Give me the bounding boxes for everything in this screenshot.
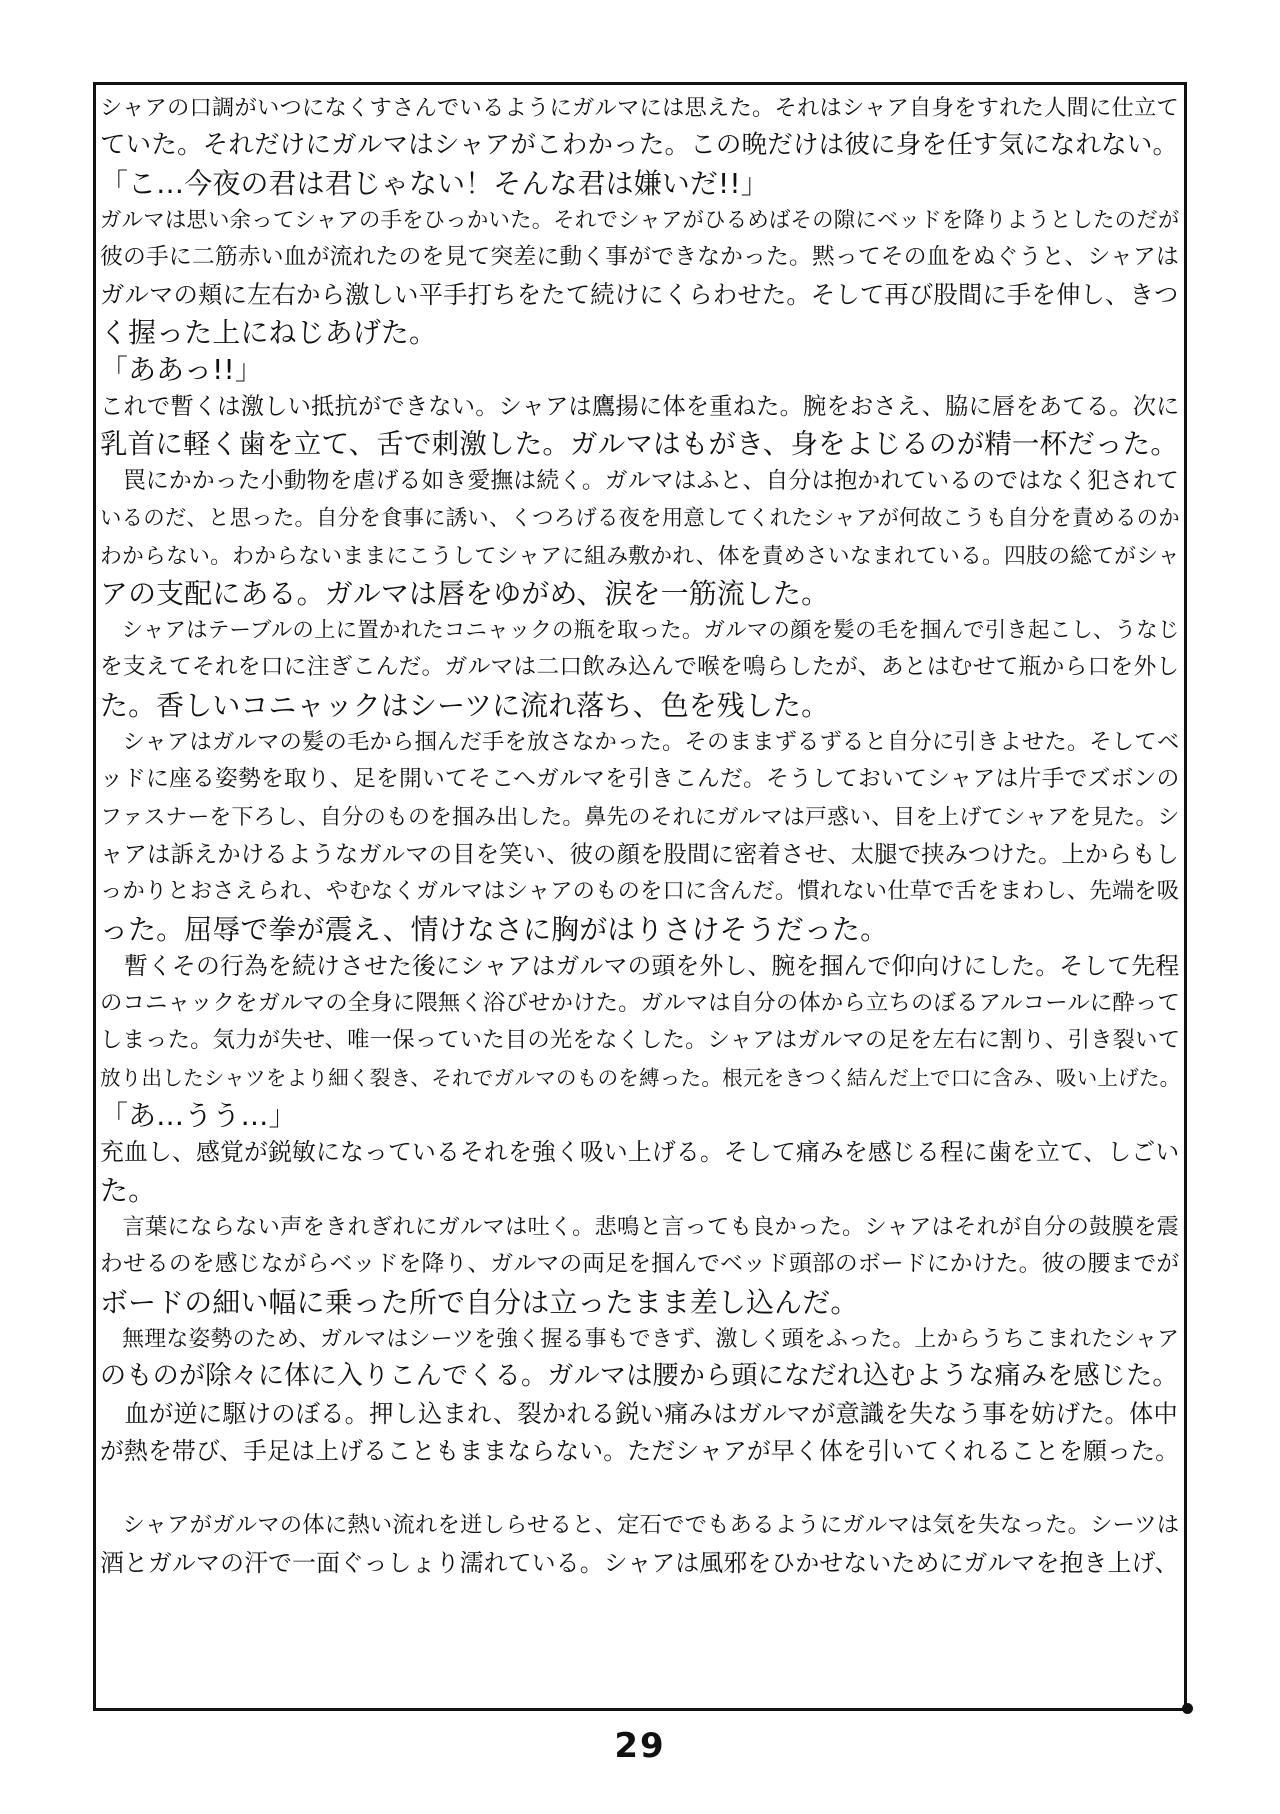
text-line: を支えてそれを口に注ぎこんだ。ガルマは二口飲み込んで喉を鳴らしたが、あとはむせて瓶から口を外し: [100, 654, 1180, 681]
text-line: 酒とガルマの汗で一面ぐっしょり濡れている。シャアは風邪をひかせないためにガルマを抱き上げ、: [100, 1548, 1179, 1577]
text-line: シャアの口調がいつになくすさんでいるようにガルマには思えた。それはシャア自身をすれた人間に仕立て: [100, 95, 1179, 121]
text-line: 「こ…今夜の君は君じゃない！そんな君は嫌いだ!!」: [100, 166, 769, 200]
text-line: 充血し、感覚が鋭敏になっているそれを強く吸い上げる。そして痛みを感じる程に歯を立て、しごい: [100, 1138, 1180, 1167]
text-line: 血が逆に駆けのぼる。押し込まれ、裂かれる鋭い痛みはガルマが意識を失なう事を妨げた。体中: [100, 1399, 1178, 1429]
text-line: のものが除々に体に入りこんでくる。ガルマは腰から頭になだれ込むような痛みを感じた。: [100, 1361, 1179, 1392]
text-line: った。屈辱で拳が震え、情けなさに胸がはりさけそうだった。: [100, 912, 889, 946]
text-line: アの支配にある。ガルマは唇をゆがめ、涙を一筋流した。: [100, 576, 830, 610]
text-line: ッドに座る姿勢を取り、足を開いてそこへガルマを引きこんだ。そうしておいてシャアは片手でズボンの: [100, 766, 1180, 793]
text-line: ファスナーを下ろし、自分のものを掴み出した。鼻先のそれにガルマは戸惑い、目を上げてシャアを見た。シ: [100, 804, 1180, 830]
text-line: ガルマの頬に左右から激しい平手打ちをたて続けにくらわせた。そして再び股間に手を伸し、きつ: [100, 280, 1179, 310]
text-line: しまった。気力が失せ、唯一保っていた目の光をなくした。シャアはガルマの足を左右に割り、引き裂いて: [100, 1027, 1181, 1054]
text-frame-bottom-rule: [93, 1708, 1187, 1711]
text-line: ボードの細い幅に乗った所で自分は立ったまま差し込んだ。: [100, 1285, 859, 1319]
text-line: 「あ…うう…」: [100, 1099, 297, 1133]
text-line: ていた。それだけにガルマはシャアがこわかった。この晩だけは彼に身を任す気になれない。: [100, 130, 1179, 161]
text-line: ャアは訴えかけるようなガルマの目を笑い、彼の顔を股間に密着させ、太腿で挟みつけた。上からもし: [100, 840, 1179, 868]
text-line: シャアがガルマの体に熱い流れを迸しらせると、定石ででもあるようにガルマは気を失なった。シーツは: [100, 1512, 1180, 1539]
text-line: が熱を帯び、手足は上げることもままならない。ただシャアが早く体を引いてくれることを願った。: [100, 1436, 1180, 1465]
text-line: 放り出したシャツをより細く裂き、それでガルマのものを縛った。根元をきつく結んだ上で口に含み、吸い上げた。: [100, 1065, 1181, 1090]
frame-corner-dot: [1182, 1703, 1193, 1714]
text-line: た。香しいコニャックはシーツに流れ落ち、色を残した。: [100, 688, 830, 722]
text-line: ガルマは思い余ってシャアの手をひっかいた。それでシャアがひるめばその隙にベッドを降りようとしたのだが: [100, 207, 1180, 233]
text-line: シャアはガルマの髪の毛から掴んだ手を放さなかった。そのままずるずると自分に引きよせた。そしてベ: [100, 729, 1180, 756]
text-line: わせるのを感じながらベッドを降り、ガルマの両足を掴んでベッド頭部のボードにかけた。彼の腰までが: [100, 1251, 1180, 1278]
text-line: 彼の手に二筋赤い血が流れたのを見て突差に動く事ができなかった。黙ってその血をぬぐうと、シャアは: [100, 244, 1179, 271]
text-line: わからない。わからないままにこうしてシャアに組み敷かれ、体を責めさいなまれている。四肢の総てがシャ: [100, 543, 1180, 569]
text-line: のコニャックをガルマの全身に隈無く浴びせかけた。ガルマは自分の体から立ちのぼるアルコールに酔って: [100, 990, 1181, 1017]
paragraph-gap: [100, 1470, 1182, 1507]
text-line: これで暫くは激しい抵抗ができない。シャアは鷹揚に体を重ねた。腕をおさえ、脇に唇をあてる。次に: [100, 393, 1180, 421]
text-line: く握った上にねじあげた。: [100, 315, 438, 349]
text-line: 罠にかかった小動物を虐げる如き愛撫は続く。ガルマはふと、自分は抱かれているのではなく犯されて: [100, 467, 1179, 494]
handwritten-prose-block: [100, 90, 1182, 1582]
text-line: た。: [100, 1173, 157, 1207]
page-number: 29: [614, 1726, 666, 1766]
text-line: 暫くその行為を続けさせた後にシャアはガルマの頭を外し、腕を掴んで仰向けにした。そして先程: [100, 951, 1180, 980]
text-line: シャアはテーブルの上に置かれたコニャックの瓶を取った。ガルマの顔を髪の毛を掴んで引き起こし、うなじ: [100, 618, 1180, 644]
text-line: 「ああっ!!」: [100, 353, 263, 387]
text-line: 乳首に軽く歯を立て、舌で刺激した。ガルマはもがき、身をよじるのが精一杯だった。: [100, 427, 1179, 460]
text-line: 無理な姿勢のため、ガルマはシーツを強く握る事もできず、激しく頭をふった。上からうちこまれたシャア: [100, 1326, 1180, 1352]
text-line: いるのだ、と思った。自分を食事に誘い、くつろげる夜を用意してくれたシャアが何故こうも自分を責めるのか: [100, 506, 1180, 532]
text-line: 言葉にならない声をきれぎれにガルマは吐く。悲鳴と言っても良かった。シャアはそれが自分の鼓膜を震: [100, 1213, 1179, 1240]
text-line: っかりとおさえられ、やむなくガルマはシャアのものを口に含んだ。慣れない仕草で舌をまわし、先端を吸: [100, 878, 1180, 905]
